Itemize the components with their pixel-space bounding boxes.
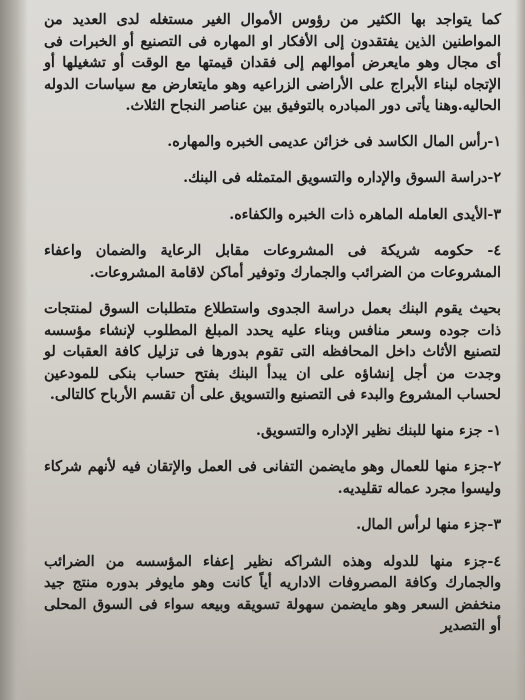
page-fold-shadow: [0, 0, 28, 700]
document-body: [44, 10, 501, 638]
element-item-3: ٣-الأيدى العامله الماهره ذات الخبره والكفاءه.: [229, 206, 501, 223]
bank-paragraph: بحيث يقوم البنك بعمل دراسة الجدوى واستطلاع متطلبات السوق لمنتجات ذات جوده وسعر منافس وبناء عليه يحدد المبلغ المطلوب لإنشاء مؤسسه لتصنيع الأثاث داخل المحافظه التى تقوم بدورها فى تزليل كافة العقبات لو وجدت من أجل إنشاؤه على ان يبدأ البنك بفتح حساب بنكى للمودعين لحساب المشروع والبدء فى التصنيع والتسويق على أن تقسم الأرباح كالتالى.: [44, 301, 501, 403]
page-edge-shadow: [515, 0, 525, 700]
element-item-4: ٤- حكومه شريكة فى المشروعات مقابل الرعاية والضمان واعفاء المشروعات من الضرائب والجمارك وتوفير أماكن لاقامة المشروعات.: [44, 243, 501, 281]
element-item-2: ٢-دراسة السوق والإداره والتسويق المتمثله فى البنك.: [183, 170, 501, 186]
element-item-1: ١-رأس المال الكاسد فى خزائن عديمى الخبره والمهاره.: [167, 133, 501, 150]
profit-item-1: ١- جزء منها للبنك نظير الإداره والتسويق.: [256, 422, 501, 439]
profit-item-3: ٣-جزء منها لرأس المال.: [356, 517, 501, 533]
profit-item-4: ٤-جزء منها للدوله وهذه الشراكه نظير إعفاء المؤسسه من الضرائب والجمارك وكافة المصروفات الاداريه أياً كانت وهو مايوفر بدوره منتج جيد منخفض السعر وهو مايضمن سهولة تسويقه وبيعه سواء فى السوق المحلى أو التصدير: [44, 553, 501, 634]
intro-paragraph: كما يتواجد بها الكثير من رؤوس الأموال الغير مستغله لدى العديد من المواطنين الذين يفتقدون إلى الأفكار او المهاره فى التصنيع أو الخبرات فى أى مجال وهو مايعرض أموالهم إلى فقدان قيمتها مع الوقت أو تشغيلها أو الإتجاه لبناء الأبراج على الأراضى الزراعيه وهو مايتعارض مع سياسات الدوله الحاليه.وهنا يأتى دور المبادره بالتوفيق بين عناصر النجاح الثلاث.: [44, 12, 501, 114]
profit-item-2: ٢-جزء منها للعمال وهو مايضمن التفانى فى العمل والإتقان فيه لأنهم شركاء وليسوا مجرد عماله تقليديه.: [44, 459, 501, 497]
